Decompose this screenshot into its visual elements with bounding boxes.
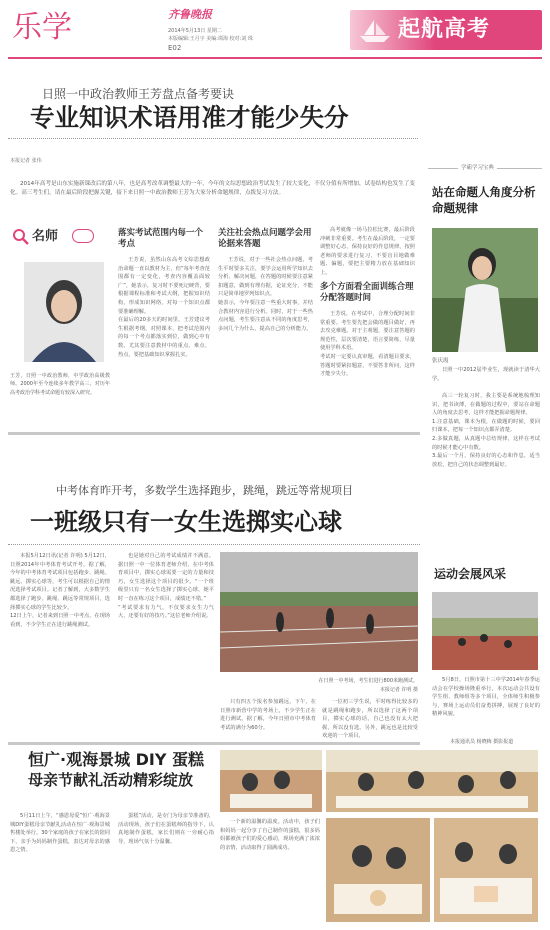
teacher-badge: [10, 226, 110, 248]
story1-byline: 本报记者 张伟: [10, 158, 42, 164]
sports-meet-photo: [432, 592, 538, 670]
race-photo: [220, 552, 418, 672]
magnifier-icon: [12, 228, 30, 250]
story2-kicker: 中考体育昨开考，多数学生选择跑步，跳绳，跳远等常规项目: [56, 484, 353, 497]
teacher-label: 名师: [32, 229, 59, 244]
ship-icon: [358, 18, 392, 48]
student-name: 张庆霞: [432, 358, 449, 364]
story3-col2-text: 蛋糕”活动，是专门为母亲节准备的，活动现场，孩子们在蛋糕师的指导下，认真地制作蛋糕，家长们则在一旁耐心指导，现场气氛十分温馨。: [118, 813, 214, 845]
story2-rule: [8, 544, 420, 545]
story2-col1-text: 本报5月12日讯(记者 许明) 5月12日，日照2014年中考体育考试开考，据了解，今年的中考体育考试项目包括跑步、跳绳、跳远、掷实心球等，考生可以根据自己的情况选择考试项目。记者了解到，大多数学生都选择了跑步、跳绳、跳远等常规项目，选择掷实心球的学生比较少。 12日上午，记者来到日照一中考点，在现场看到，不少学生正在进行跳绳测试。: [10, 553, 110, 628]
header-rule: [8, 57, 542, 59]
story1-col2-heading: 关注社会热点问题学会用论据来答题: [218, 228, 312, 249]
story1-col1-heading: 落实考试范围内每一个考点: [118, 228, 204, 249]
story1-col3-heading: 多个方面看全面训练合理分配答题时间: [320, 282, 414, 303]
page-number: E02: [168, 44, 182, 52]
student-photo: [432, 228, 538, 352]
story1-col3-text: 高考就像一场马拉松比赛，最后阶段冲刺非常重要。考生在最后阶段，一定要调整好心态，保持良好的作息规律，按照老师的要求进行复习，不要盲目地做难题、偏题，要把主要精力放在基础知识上。: [320, 227, 415, 276]
cake-event-photo-3: [326, 818, 430, 922]
gaokao-banner: [350, 10, 542, 50]
story2-divider: [8, 432, 420, 435]
teacher-photo: [24, 262, 104, 362]
sidebar1-text: 高三一轮复习时，我主要是系统地梳理知识，把书读薄，在做题的过程中，要站在命题人的角度去思考，这样才能把握命题规律。 1.注意基础，课本为根，在做题的时候，要回归课本，把每一个知识点都弄清楚。 2.多做真题，从真题中总结规律，这样在考试的时候才能心中有数。 3.最后一个月，保持良好的心态和作息，适当放松，把自己的状态调整到最好。: [432, 393, 540, 468]
page-header: [8, 8, 542, 54]
story2-col5-text: 一位初三学生说，平时练得比较多的就是跳绳和跑步，所以选择了这两个项目，掷实心球的话，自己也没有太大把握，所以没有选。另外，跳远也是比较受欢迎的一个项目。: [322, 699, 418, 740]
paper-name: 齐鲁晚报: [168, 8, 212, 21]
race-photo-credit: 本报记者 许明 摄: [379, 687, 418, 693]
story3-headline1: 恒广·观海景城 DIY 蛋糕: [28, 750, 205, 769]
story1-col2-text: 王芳说，对于一些社会热点问题，考生平时要多关注，要学会运用所学知识去分析、解决问题，在答题的时候要注意紧扣题意，做到有理有据，论证充分，不能只是简单地罗列知识点。 她表示，今年要注意一些重大时事，并结合教材内容进行分析。同时，对于一些热点问题，考生要注意从不同的角度思考，多问几个为什么，提高自己的分析能力。: [218, 257, 313, 332]
story1-rule: [8, 138, 418, 139]
cake-event-photo-4: [434, 818, 538, 922]
teacher-badge-stamp: [72, 229, 94, 243]
story1-lead: 2014年高考是山东实施新课改后的第八年，也是高考改革调整最大的一年，今年的文综思想政治考试发生了较大变化，不仅分值有所增加，试卷结构也发生了变化。高三考生们，请在最后阶段把握关键，接下来日照一中政治教师王芳为大家分析命题规律，点拨复习方法。: [10, 181, 415, 196]
story3-headline2: 母亲节献礼活动精彩绽放: [28, 771, 194, 789]
student-caption: 日照一中2012届毕业生，现就读于清华大学。: [432, 367, 540, 382]
section-title: 乐学: [12, 10, 72, 45]
story3-col3-text: 一个新的温馨的温度。活动中，孩子们和妈妈一起分享了自己制作的蛋糕，很多妈妈都被孩子们的爱心感动，现场充满了浓浓的亲情，活动取得了圆满成功。: [220, 819, 320, 851]
story1-headline: 专业知识术语用准才能少失分: [30, 103, 349, 132]
race-photo-caption: 在日照一中考场，考生们进行800米跑测试。: [318, 678, 418, 684]
story2-col2-text: 也是她对自己的考试成绩并不满意。据日照一中一位体育老师介绍，在中考体育项目中，掷实心球需要一定的力量和技巧，女生选择这个项目的很少。“一个班级里只有一名女生选择了掷实心球，她平时一直在练习这个项目，成绩还不错。” “考试要求有力气，不仅要求女生力气大，还要有好的技巧。”这位老师介绍说。: [118, 553, 214, 620]
sidebar1-tag: 学霸学习宝典: [458, 164, 497, 173]
sidebar2-heading: 运动会展风采: [434, 567, 507, 581]
date-line: 2014年5月13日 星期二: [168, 28, 222, 34]
story2-col4-text: 只有四五个报名参加跳远，下午，在日照市新营中学的考场上，不少学生正在进行测试。据了解，今年日照市中考体育考试的满分为60分。: [220, 699, 316, 731]
story3-divider: [8, 742, 420, 745]
story1-kicker: 日照一中政治教师王芳盘点备考要诀: [42, 87, 235, 101]
sidebar2-credit: 本报通讯员 杨晓梅 摄影报道: [450, 739, 514, 745]
editor-line: 本版编辑:王月宇 美编:谭海 校对:刘 珠: [168, 36, 253, 42]
story2-headline: 一班级只有一女生选掷实心球: [30, 508, 342, 536]
banner-title: 起航高考: [398, 17, 491, 42]
teacher-caption: 王芳，日照一中政治教师，中学政治高级教师。2000年至今连续多年教学高三，对历年高考政治学科考试命题有较深入研究。: [10, 373, 110, 396]
story1-col3-text2: 王芳说，在考试中，合理分配时间非常重要。考生要先把会做的题目做好，再去攻克难题。对于主观题，要注意答题的规范性，层次要清楚，语言要简练，尽量使用学科术语。 考试时一定要认真审题，看清题目要求，答题时要紧扣题意，不要答非所问，这样才能少失分。: [320, 311, 415, 378]
story3-col1-text: 5月11日上午，“感恩母爱”恒广·观海景城DIY蛋糕母亲节献礼活动在恒广·观海景城售楼处举行。30个家庭的孩子在家长的陪同下，亲手为妈妈制作蛋糕，表达对母亲的感恩之情。: [10, 813, 110, 854]
sidebar1-tag-bar: [428, 164, 542, 174]
cake-event-photo-1: [220, 750, 322, 812]
sidebar2-text: 5月8日，日照市第十三中学2014年春季运动会在学校操场隆重举行，本次运动会共设有学生组、教师组等多个项目，全体师生积极参与，赛场上运动员们奋勇拼搏，展现了良好的精神风貌。: [432, 677, 540, 718]
story1-col1-text: 王芳说，虽然山东高考文综思想政治命题一直以教材为主，但“每年考查范围都有一定变化，考查内容覆盖面较广”，她表示，复习时不要死记硬背，要根据课程标准和考试大纲，把握知识结构，形成知识网络，对每一个知识点都要准确理解。 在最后的20多天的时间里，王芳建议考生根据考纲，对照课本，把考试范围内的每一个考点都落实到位，做到心中有数。尤其要注意教材中的重点、难点、热点，要把基础知识掌握扎实。: [118, 257, 210, 358]
sidebar1-heading: 站在命题人角度分析命题规律: [432, 185, 536, 215]
cake-event-photo-2: [326, 750, 538, 812]
